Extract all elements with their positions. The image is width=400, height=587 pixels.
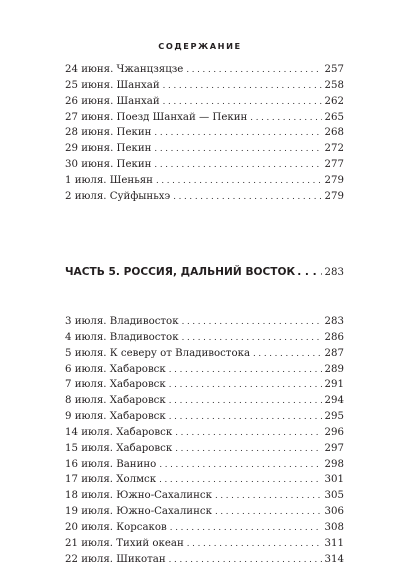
toc-entry bbox=[65, 488, 344, 504]
toc-entry-label: 25 июня. Шанхай bbox=[65, 79, 160, 91]
toc-entry-page: 262 bbox=[324, 95, 344, 107]
toc-entry bbox=[65, 409, 344, 425]
dot-leader bbox=[169, 410, 322, 426]
toc-entry-page: 277 bbox=[324, 159, 344, 171]
dot-leader bbox=[163, 95, 322, 111]
toc-entry-page: 295 bbox=[324, 411, 344, 423]
part-heading bbox=[65, 264, 344, 281]
toc-entry-page: 291 bbox=[324, 379, 344, 391]
toc-entry bbox=[65, 78, 344, 94]
running-head: СОДЕРЖАНИЕ bbox=[158, 41, 242, 51]
toc-entry bbox=[65, 94, 344, 110]
part-heading-label: ЧАСТЬ 5. РОССИЯ, ДАЛЬНИЙ ВОСТОК bbox=[65, 266, 296, 278]
toc-entry bbox=[65, 62, 344, 78]
toc-entry-label: 15 июля. Хабаровск bbox=[65, 442, 173, 454]
toc-entry-label: 6 июля. Хабаровск bbox=[65, 363, 166, 375]
toc-entry bbox=[65, 125, 344, 141]
toc-entry-label: 3 июля. Владивосток bbox=[65, 316, 179, 327]
dot-leader bbox=[215, 505, 322, 521]
toc-entry bbox=[65, 157, 344, 173]
toc-list-before-part bbox=[65, 62, 344, 205]
toc-entry-label: 16 июля. Ванино bbox=[65, 458, 157, 470]
toc-entry-page: 301 bbox=[324, 474, 344, 486]
toc-entry bbox=[65, 314, 344, 330]
toc-entry bbox=[65, 457, 344, 473]
toc-entry bbox=[65, 536, 344, 552]
toc-entry-page: 272 bbox=[324, 143, 344, 155]
toc-entry-label: 9 июля. Хабаровск bbox=[65, 411, 166, 423]
toc-entry-page: 258 bbox=[324, 79, 344, 91]
dot-leader bbox=[250, 111, 321, 127]
toc-entry bbox=[65, 425, 344, 441]
toc-entry-label: 27 июня. Поезд Шанхай — Пекин bbox=[65, 111, 248, 123]
toc-entry-page: 311 bbox=[324, 537, 344, 549]
toc-entry bbox=[65, 346, 344, 362]
dot-leader bbox=[159, 473, 321, 489]
toc-entry-label: 29 июня. Пекин bbox=[65, 143, 152, 155]
toc-entry-label: 18 июля. Южно-Сахалинск bbox=[65, 490, 212, 502]
toc-entry-label: 1 июля. Шеньян bbox=[65, 174, 153, 186]
toc-entry-label: 20 июля. Корсаков bbox=[65, 521, 167, 533]
toc-entry-page: 296 bbox=[324, 426, 344, 438]
dot-leader bbox=[182, 315, 322, 331]
dot-leader bbox=[187, 537, 322, 553]
toc-entry-page: 308 bbox=[324, 521, 344, 533]
toc-entry-label: 26 июня. Шанхай bbox=[65, 95, 160, 107]
toc-entry bbox=[65, 377, 344, 393]
toc-entry-page: 306 bbox=[324, 506, 344, 518]
toc-entry bbox=[65, 173, 344, 189]
toc-entry-page: 297 bbox=[324, 442, 344, 454]
dot-leader bbox=[154, 158, 321, 174]
toc-entry-page: 265 bbox=[324, 111, 344, 123]
dot-leader bbox=[154, 126, 321, 142]
dot-leader bbox=[182, 331, 322, 347]
toc-entry bbox=[65, 393, 344, 409]
toc-entry-page: 305 bbox=[324, 490, 344, 502]
toc-entry-page: 279 bbox=[324, 190, 344, 202]
toc-entry-page: 287 bbox=[324, 347, 344, 359]
toc-entry-page: 283 bbox=[324, 316, 344, 327]
dot-leader bbox=[297, 264, 321, 280]
toc-entry bbox=[65, 552, 344, 568]
toc-entry-page: 298 bbox=[324, 458, 344, 470]
toc-entry bbox=[65, 520, 344, 536]
toc-entry bbox=[65, 141, 344, 157]
toc-entry-label: 21 июля. Тихий океан bbox=[65, 537, 184, 549]
toc-list-after-part bbox=[65, 314, 344, 568]
toc-entry-page: 268 bbox=[324, 127, 344, 139]
toc-entry-label: 4 июля. Владивосток bbox=[65, 331, 179, 343]
toc-entry bbox=[65, 362, 344, 378]
toc-entry-label: 7 июля. Хабаровск bbox=[65, 379, 166, 391]
dot-leader bbox=[154, 142, 321, 158]
toc-entry-page: 289 bbox=[324, 363, 344, 375]
toc-entry-page: 279 bbox=[324, 174, 344, 186]
toc-entry-label: 22 июля. Шикотан bbox=[65, 553, 166, 565]
dot-leader bbox=[175, 442, 321, 458]
toc-entry-label: 19 июля. Южно-Сахалинск bbox=[65, 506, 212, 518]
toc-entry bbox=[65, 504, 344, 520]
toc-entry bbox=[65, 110, 344, 126]
toc-entry-label: 2 июля. Суйфыньхэ bbox=[65, 190, 171, 202]
dot-leader bbox=[163, 79, 322, 95]
dot-leader bbox=[169, 553, 322, 569]
dot-leader bbox=[253, 347, 322, 363]
toc-entry-page: 314 bbox=[324, 553, 344, 565]
dot-leader bbox=[173, 190, 321, 206]
toc-entry-page: 286 bbox=[324, 331, 344, 343]
part-heading-page: 283 bbox=[324, 267, 344, 278]
toc-entry-label: 8 июля. Хабаровск bbox=[65, 395, 166, 407]
toc-entry-label: 24 июня. Чжанцзяцзе bbox=[65, 64, 184, 75]
dot-leader bbox=[169, 363, 322, 379]
toc-entry-label: 30 июня. Пекин bbox=[65, 159, 152, 171]
toc-entry-page: 294 bbox=[324, 395, 344, 407]
dot-leader bbox=[169, 394, 322, 410]
toc-entry-label: 17 июля. Холмск bbox=[65, 474, 157, 486]
toc-entry-label: 14 июля. Хабаровск bbox=[65, 426, 173, 438]
dot-leader bbox=[170, 521, 322, 537]
toc-entry bbox=[65, 472, 344, 488]
dot-leader bbox=[186, 63, 321, 79]
toc-entry bbox=[65, 330, 344, 346]
dot-leader bbox=[215, 489, 322, 505]
toc-entry bbox=[65, 189, 344, 205]
toc-entry bbox=[65, 441, 344, 457]
dot-leader bbox=[159, 458, 321, 474]
toc-entry-page: 257 bbox=[324, 64, 344, 75]
toc-entry-label: 28 июня. Пекин bbox=[65, 127, 152, 139]
dot-leader bbox=[156, 174, 322, 190]
dot-leader bbox=[169, 378, 322, 394]
toc-entry-label: 5 июля. К северу от Владивостока bbox=[65, 347, 251, 359]
dot-leader bbox=[175, 426, 321, 442]
